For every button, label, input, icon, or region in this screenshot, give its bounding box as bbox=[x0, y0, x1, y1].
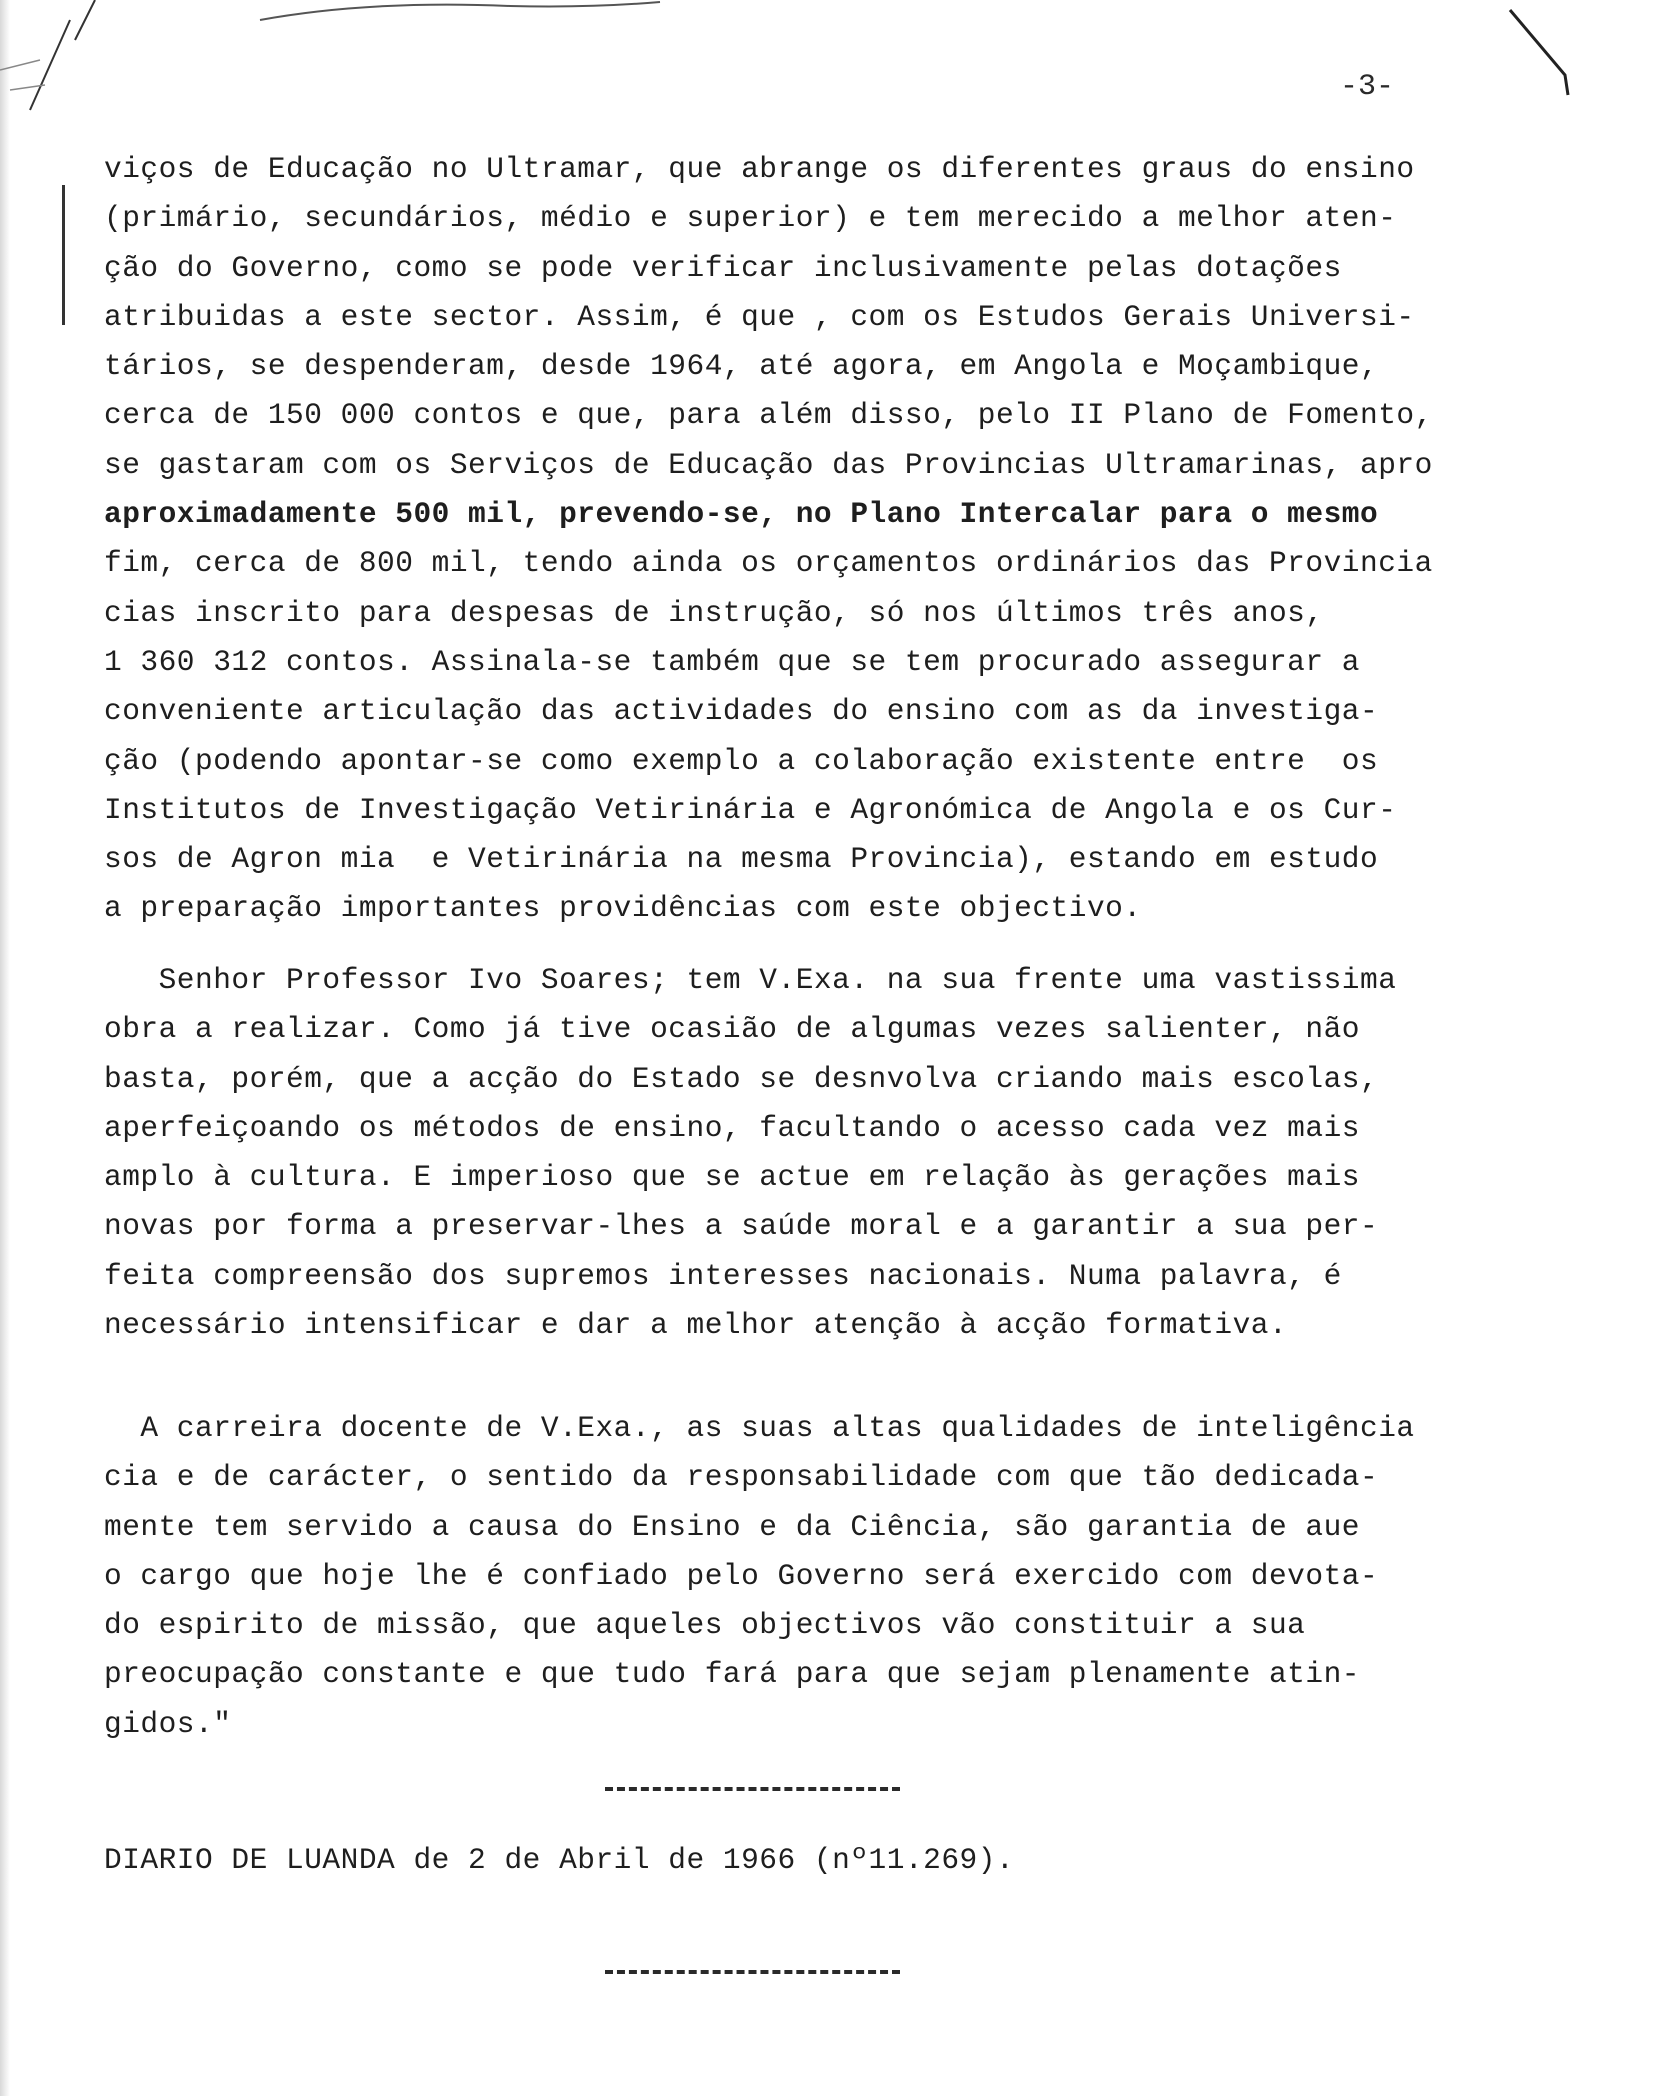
paragraph-1 bbox=[104, 145, 1564, 934]
text-line: gidos." bbox=[104, 1706, 232, 1741]
text-line: A carreira docente de V.Exa., as suas altas qualidades de inteligência bbox=[104, 1411, 1415, 1445]
text-line: aperfeiçoando os métodos de ensino, facultando o acesso cada vez mais bbox=[104, 1110, 1360, 1145]
text-line: atribuidas a este sector. Assim, é que , com os Estudos Gerais Universi- bbox=[104, 299, 1415, 334]
paragraph-3 bbox=[104, 1404, 1564, 1749]
text-line: necessário intensificar e dar a melhor atenção à acção formativa. bbox=[104, 1308, 1288, 1343]
text-line: se gastaram com os Serviços de Educação das Provincias Ultramarinas, apro bbox=[104, 447, 1433, 482]
source-citation: DIARIO DE LUANDA de 2 de Abril de 1966 (nº11.269). bbox=[104, 1843, 1015, 1877]
text-line: cias inscrito para despesas de instrução, só nos últimos três anos, bbox=[104, 595, 1324, 630]
dashed-separator bbox=[605, 1970, 900, 1974]
text-line: o cargo que hoje lhe é confiado pelo Governo será exercido com devota- bbox=[104, 1558, 1379, 1593]
text-line: mente tem servido a causa do Ensino e da Ciência, são garantia de aue bbox=[104, 1509, 1360, 1544]
margin-annotation-line bbox=[62, 185, 65, 325]
text-line: obra a realizar. Como já tive ocasião de algumas vezes salienter, não bbox=[104, 1012, 1360, 1047]
paragraph-2 bbox=[104, 956, 1564, 1350]
text-line: viços de Educação no Ultramar, que abrange os diferentes graus do ensino bbox=[104, 152, 1415, 186]
text-line: cia e de carácter, o sentido da responsabilidade com que tão dedicada- bbox=[104, 1460, 1379, 1495]
text-line: conveniente articulação das actividades do ensino com as da investiga- bbox=[104, 694, 1379, 729]
text-line: ção (podendo apontar-se como exemplo a colaboração existente entre os bbox=[104, 743, 1379, 778]
scan-edge-shadow bbox=[0, 0, 10, 2096]
scan-artifact-top-right bbox=[1490, 0, 1580, 110]
text-line: aproximadamente 500 mil, prevendo-se, no Plano Intercalar para o mesmo bbox=[104, 497, 1379, 532]
text-line: fim, cerca de 800 mil, tendo ainda os orçamentos ordinários das Provincia bbox=[104, 546, 1433, 581]
text-line: novas por forma a preservar-lhes a saúde moral e a garantir a sua per- bbox=[104, 1209, 1379, 1244]
text-line: Institutos de Investigação Vetirinária e Agronómica de Angola e os Cur- bbox=[104, 792, 1397, 827]
text-line: a preparação importantes providências com este objectivo. bbox=[104, 891, 1142, 926]
text-line: tários, se despenderam, desde 1964, até agora, em Angola e Moçambique, bbox=[104, 349, 1379, 384]
text-line: 1 360 312 contos. Assinala-se também que se tem procurado assegurar a bbox=[104, 644, 1360, 679]
text-line: basta, porém, que a acção do Estado se desnvolva criando mais escolas, bbox=[104, 1061, 1379, 1096]
text-line: amplo à cultura. E imperioso que se actue em relação às gerações mais bbox=[104, 1160, 1360, 1195]
text-line: feita compreensão dos supremos interesses nacionais. Numa palavra, é bbox=[104, 1258, 1342, 1293]
text-line: ção do Governo, como se pode verificar inclusivamente pelas dotações bbox=[104, 250, 1342, 285]
text-line: Senhor Professor Ivo Soares; tem V.Exa. na sua frente uma vastissima bbox=[104, 963, 1397, 997]
text-line: cerca de 150 000 contos e que, para além disso, pelo II Plano de Fomento, bbox=[104, 398, 1433, 433]
text-line: sos de Agron mia e Vetirinária na mesma Provincia), estando em estudo bbox=[104, 842, 1379, 877]
text-line: (primário, secundários, médio e superior) e tem merecido a melhor aten- bbox=[104, 201, 1397, 236]
text-line: do espirito de missão, que aqueles objectivos vão constituir a sua bbox=[104, 1608, 1306, 1643]
scan-artifact-top-left bbox=[0, 0, 140, 120]
text-line: preocupação constante e que tudo fará para que sejam plenamente atin- bbox=[104, 1657, 1360, 1692]
scan-artifact-top-center bbox=[250, 0, 670, 30]
dashed-separator bbox=[605, 1787, 900, 1791]
page-number: -3- bbox=[1340, 70, 1395, 104]
